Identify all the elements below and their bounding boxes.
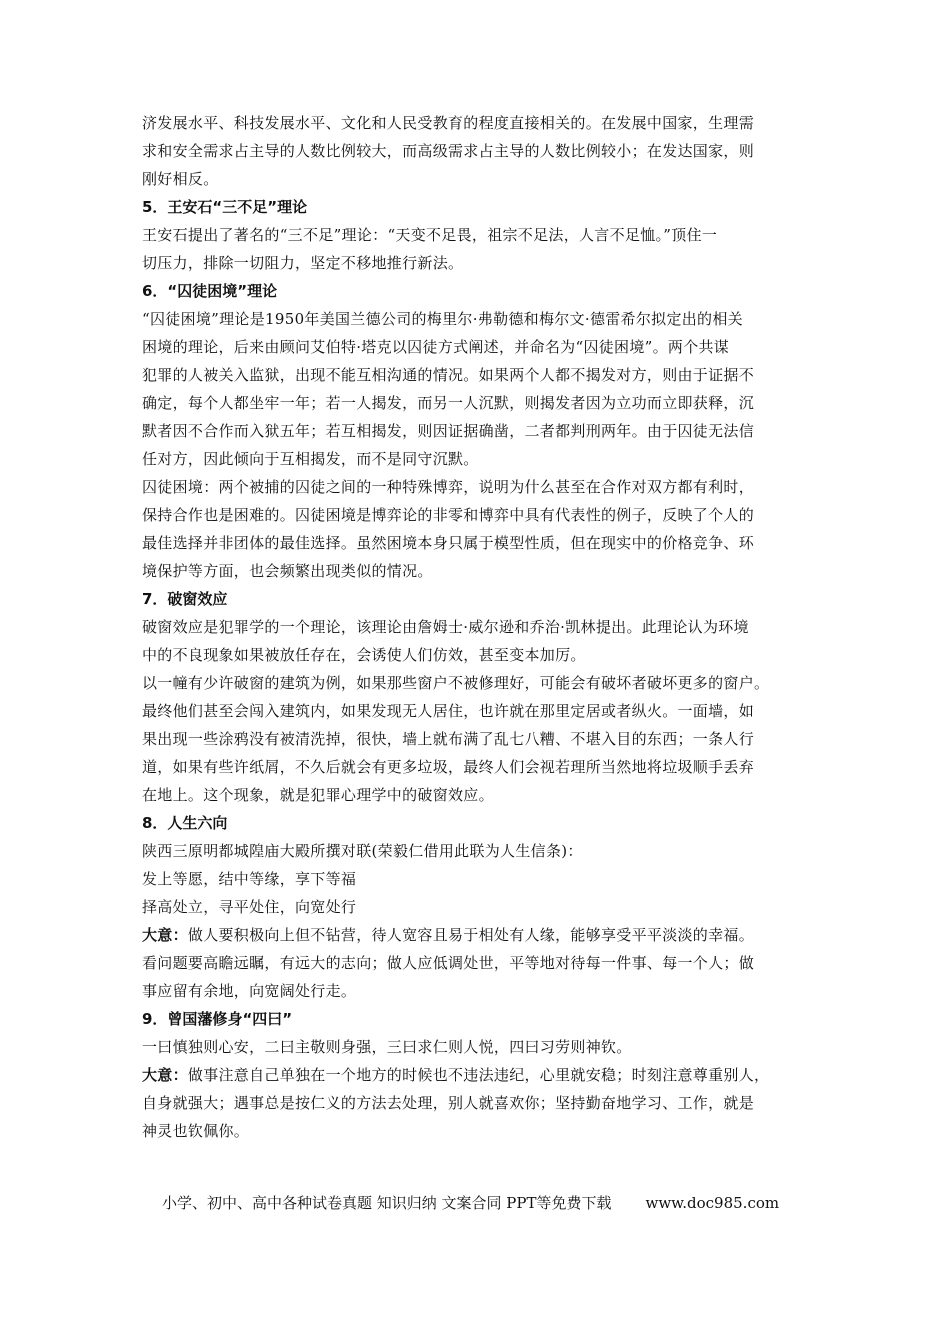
section-6-line: 默者因不合作而入狱五年；若互相揭发，则因证据确凿，二者都判刑两年。由于囚徒无法信 [142, 422, 755, 440]
section-8-heading: 8．人生六向 [142, 814, 228, 832]
section-7-line: 道，如果有些许纸屑，不久后就会有更多垃圾，最终人们会视若理所当然地将垃圾顺手丢弃 [142, 758, 755, 776]
meaning-text: 做事注意自己单独在一个地方的时候也不违法违纪，心里就安稳；时刻注意尊重别人， [187, 1066, 770, 1084]
section-6-line: 保持合作也是困难的。囚徒困境是博弈论的非零和博弈中具有代表性的例子，反映了个人的 [142, 506, 755, 524]
section-8-meaning [142, 924, 814, 952]
section-9-line: 自身就强大；遇事总是按仁义的方法去处理，别人就喜欢你；坚持勤奋地学习、工作，就是 [142, 1094, 755, 1112]
section-8-line: 陕西三原明都城隍庙大殿所撰对联(荣毅仁借用此联为人生信条)： [142, 842, 583, 860]
footer-text: 小学、初中、高中各种试卷真题 知识归纳 文案合同 PPT等免费下载 [162, 1194, 612, 1212]
section-7-line: 以一幢有少许破窗的建筑为例，如果那些窗户不被修理好，可能会有破坏者破坏更多的窗户。 [142, 674, 770, 692]
section-6-heading: 6．“囚徒困境”理论 [142, 282, 278, 300]
meaning-label: 大意： [142, 926, 188, 944]
section-9-heading: 9．曾国藩修身“四曰” [142, 1010, 293, 1028]
section-8-line: 事应留有余地，向宽阔处行走。 [142, 982, 357, 1000]
section-7-line: 果出现一些涂鸦没有被清洗掉，很快，墙上就布满了乱七八糟、不堪入目的东西；一条人行 [142, 730, 755, 748]
meaning-label: 大意： [142, 1066, 188, 1084]
footer-site-link[interactable]: www.doc985.com [645, 1194, 780, 1212]
section-6-line: 囚徒困境：两个被捕的囚徒之间的一种特殊博弈，说明为什么甚至在合作对双方都有利时， [142, 478, 755, 496]
intro-line: 求和安全需求占主导的人数比例较大，而高级需求占主导的人数比例较小；在发达国家，则 [142, 142, 755, 160]
section-6-line: 确定，每个人都坐牢一年；若一人揭发，而另一人沉默，则揭发者因为立功而立即获释，沉 [142, 394, 755, 412]
section-7-heading: 7．破窗效应 [142, 590, 228, 608]
section-7-line: 中的不良现象如果被放任存在，会诱使人们仿效，甚至变本加厉。 [142, 646, 586, 664]
couplet-line: 择高处立，寻平处住，向宽处行 [142, 898, 357, 916]
section-6-line: “囚徒困境”理论是1950年美国兰德公司的梅里尔·弗勒德和梅尔文·德雷希尔拟定出的相关 [142, 310, 743, 328]
section-8-line: 看问题要高瞻远瞩，有远大的志向；做人应低调处世，平等地对待每一件事、每一个人；做 [142, 954, 755, 972]
section-9-line: 一曰慎独则心安，二曰主敬则身强，三曰求仁则人悦，四曰习劳则神钦。 [142, 1038, 632, 1056]
section-7-line: 最终他们甚至会闯入建筑内，如果发现无人居住，也许就在那里定居或者纵火。一面墙，如 [142, 702, 755, 720]
page-footer [162, 1193, 882, 1213]
intro-line: 济发展水平、科技发展水平、文化和人民受教育的程度直接相关的。在发展中国家，生理需 [142, 114, 755, 132]
document-body [142, 112, 814, 1148]
section-5-heading: 5．王安石“三不足”理论 [142, 198, 308, 216]
section-6-line: 最佳选择并非团体的最佳选择。虽然困境本身只属于模型性质，但在现实中的价格竞争、环 [142, 534, 755, 552]
meaning-text: 做人要积极向上但不钻营，待人宽容且易于相处有人缘，能够享受平平淡淡的幸福。 [187, 926, 755, 944]
section-9-line: 神灵也钦佩你。 [142, 1122, 250, 1140]
section-9-meaning [142, 1064, 814, 1092]
section-7-line: 破窗效应是犯罪学的一个理论，该理论由詹姆士·威尔逊和乔治·凯林提出。此理论认为环境 [142, 618, 749, 636]
section-6-line: 困境的理论，后来由顾问艾伯特·塔克以囚徒方式阐述，并命名为“囚徒困境”。两个共谋 [142, 338, 730, 356]
section-6-line: 任对方，因此倾向于互相揭发，而不是同守沉默。 [142, 450, 479, 468]
section-6-line: 境保护等方面，也会频繁出现类似的情况。 [142, 562, 433, 580]
section-5-line: 切压力，排除一切阻力，坚定不移地推行新法。 [142, 254, 464, 272]
couplet-line: 发上等愿，结中等缘，享下等福 [142, 870, 357, 888]
section-6-line: 犯罪的人被关入监狱，出现不能互相沟通的情况。如果两个人都不揭发对方，则由于证据不 [142, 366, 755, 384]
intro-line: 刚好相反。 [142, 170, 219, 188]
section-5-line: 王安石提出了著名的“三不足”理论：“天变不足畏，祖宗不足法，人言不足恤。”顶住一 [142, 226, 718, 244]
section-7-line: 在地上。这个现象，就是犯罪心理学中的破窗效应。 [142, 786, 494, 804]
